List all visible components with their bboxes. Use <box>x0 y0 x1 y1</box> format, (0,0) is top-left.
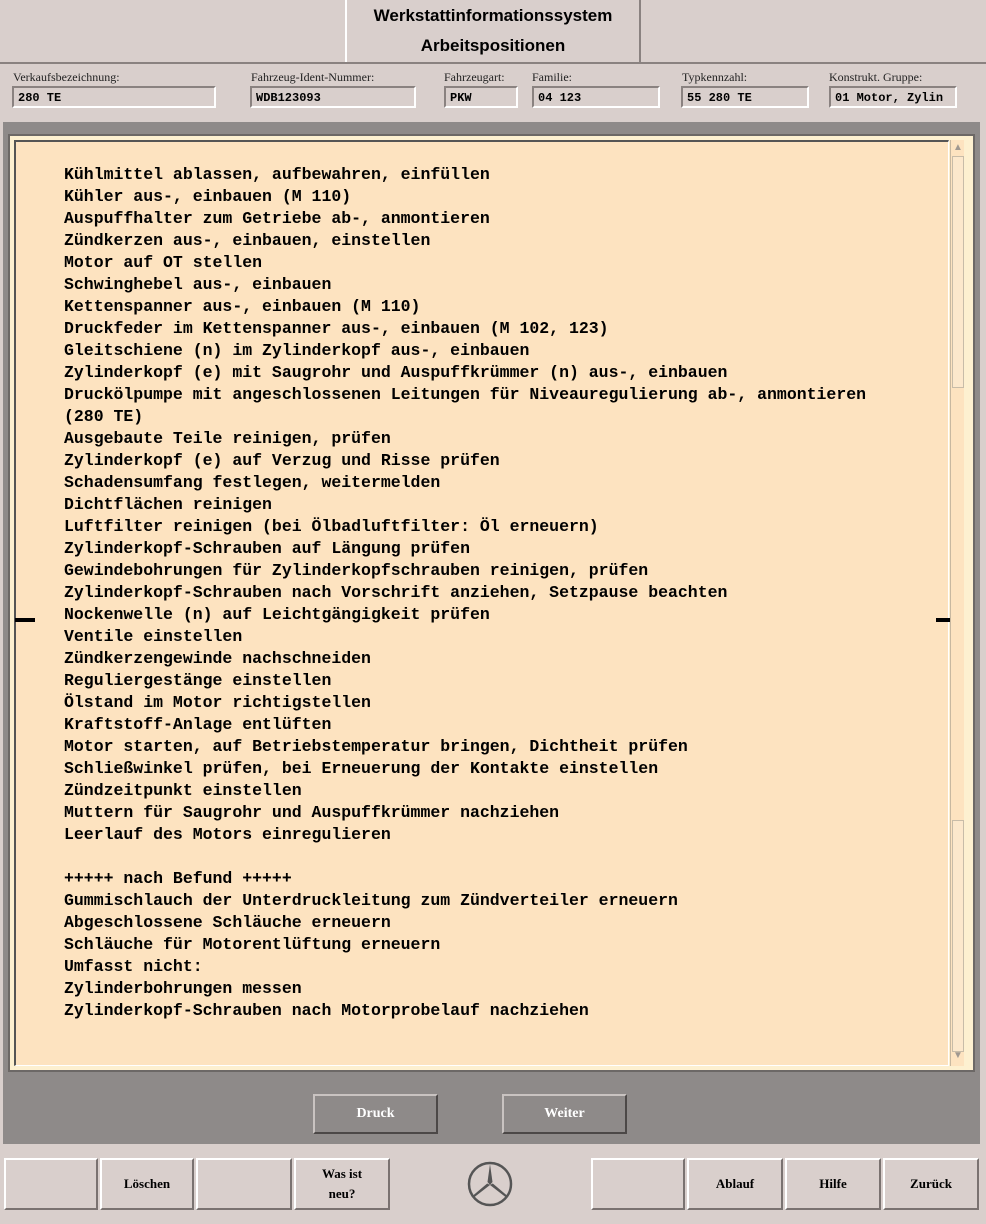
work-position-line: Motor auf OT stellen <box>64 253 263 272</box>
work-position-line: Zündzeitpunkt einstellen <box>64 781 302 800</box>
work-position-line: Schläuche für Motorentlüftung erneuern <box>64 935 441 954</box>
work-position-line: Zylinderkopf (e) mit Saugrohr und Auspuffkrümmer (n) aus-, einbauen <box>64 363 728 382</box>
delete-button[interactable]: Löschen <box>100 1158 194 1210</box>
work-position-line: Ausgebaute Teile reinigen, prüfen <box>64 429 391 448</box>
fahrzeugart-field: PKW <box>444 86 518 108</box>
work-position-line: Kühler aus-, einbauen (M 110) <box>64 187 352 206</box>
divider <box>0 62 986 64</box>
back-button[interactable]: Zurück <box>883 1158 979 1210</box>
work-position-line: Zylinderkopf (e) auf Verzug und Risse prüfen <box>64 451 500 470</box>
work-position-line: Zylinderkopf-Schrauben nach Vorschrift anziehen, Setzpause beachten <box>64 583 728 602</box>
work-position-line: Druckölpumpe mit angeschlossenen Leitungen für Niveauregulierung ab-, anmontieren <box>64 385 867 404</box>
gruppe-label: Konstrukt. Gruppe: <box>829 70 923 84</box>
work-position-line: Kühlmittel ablassen, aufbewahren, einfüllen <box>64 165 490 184</box>
work-position-line: Motor starten, auf Betriebstemperatur bringen, Dichtheit prüfen <box>64 737 688 756</box>
print-button[interactable]: Druck <box>313 1094 438 1134</box>
work-position-line: Reguliergestänge einstellen <box>64 671 332 690</box>
work-position-line: Zylinderkopf-Schrauben nach Motorprobelauf nachziehen <box>64 1001 589 1020</box>
work-position-line: Zylinderbohrungen messen <box>64 979 302 998</box>
work-position-line: Nockenwelle (n) auf Leichtgängigkeit prüfen <box>64 605 490 624</box>
work-position-line: Gleitschiene (n) im Zylinderkopf aus-, einbauen <box>64 341 530 360</box>
work-position-line: Schließwinkel prüfen, bei Erneuerung der Kontakte einstellen <box>64 759 659 778</box>
gruppe-field: 01 Motor, Zylin <box>829 86 957 108</box>
empty-button-1[interactable] <box>4 1158 98 1210</box>
scroll-down-icon[interactable]: ▼ <box>953 1050 963 1061</box>
fin-field: WDB123093 <box>250 86 416 108</box>
work-position-line: Ölstand im Motor richtigstellen <box>64 693 371 712</box>
verkaufsbezeichnung-label: Verkaufsbezeichnung: <box>13 70 120 84</box>
app-title: Werkstattinformationssystem <box>373 6 613 25</box>
fin-label: Fahrzeug-Ident-Nummer: <box>251 70 375 84</box>
work-position-line: Kraftstoff-Anlage entlüften <box>64 715 332 734</box>
whats-new-button[interactable] <box>294 1158 390 1210</box>
work-position-line: Zündkerzen aus-, einbauen, einstellen <box>64 231 431 250</box>
scroll-thumb[interactable] <box>952 156 964 388</box>
work-positions-text[interactable] <box>14 140 949 1066</box>
work-position-line: Druckfeder im Kettenspanner aus-, einbauen (M 102, 123) <box>64 319 609 338</box>
workflow-button[interactable]: Ablauf <box>687 1158 783 1210</box>
scroll-up-icon[interactable]: ▲ <box>953 142 963 153</box>
fahrzeugart-label: Fahrzeugart: <box>444 70 505 84</box>
work-position-line: Kettenspanner aus-, einbauen (M 110) <box>64 297 421 316</box>
work-position-line: Umfasst nicht: <box>64 957 203 976</box>
scroll-track-segment <box>952 820 964 1052</box>
work-position-line <box>64 846 866 868</box>
work-position-line: (280 TE) <box>64 407 144 426</box>
verkaufsbezeichnung-field: 280 TE <box>12 86 216 108</box>
right-marker <box>936 618 950 622</box>
typkennzahl-label: Typkennzahl: <box>682 70 748 84</box>
window-title <box>345 0 641 64</box>
work-position-line: Abgeschlossene Schläuche erneuern <box>64 913 391 932</box>
vertical-scrollbar[interactable] <box>950 140 964 1066</box>
work-position-line: Schwinghebel aus-, einbauen <box>64 275 332 294</box>
page-title: Arbeitspositionen <box>420 36 566 55</box>
work-position-line: Zündkerzengewinde nachschneiden <box>64 649 371 668</box>
left-marker <box>15 618 35 622</box>
help-button[interactable]: Hilfe <box>785 1158 881 1210</box>
work-position-line: Muttern für Saugrohr und Auspuffkrümmer nachziehen <box>64 803 560 822</box>
work-position-line: Zylinderkopf-Schrauben auf Längung prüfen <box>64 539 470 558</box>
work-position-line: Gummischlauch der Unterdruckleitung zum Zündverteiler erneuern <box>64 891 678 910</box>
empty-button-3[interactable] <box>591 1158 685 1210</box>
next-button[interactable]: Weiter <box>502 1094 627 1134</box>
work-position-line: Auspuffhalter zum Getriebe ab-, anmontieren <box>64 209 490 228</box>
work-position-line: Ventile einstellen <box>64 627 243 646</box>
typkennzahl-field: 55 280 TE <box>681 86 809 108</box>
whats-new-label-1: Was ist <box>321 1166 363 1181</box>
familie-label: Familie: <box>532 70 572 84</box>
familie-field: 04 123 <box>532 86 660 108</box>
work-position-line: Gewindebohrungen für Zylinderkopfschrauben reinigen, prüfen <box>64 561 649 580</box>
work-position-line: Dichtflächen reinigen <box>64 495 272 514</box>
work-positions-list <box>64 164 866 1022</box>
work-position-line: Leerlauf des Motors einregulieren <box>64 825 391 844</box>
work-position-line: +++++ nach Befund +++++ <box>64 869 292 888</box>
mercedes-star-icon <box>466 1160 514 1208</box>
empty-button-2[interactable] <box>196 1158 292 1210</box>
work-position-line: Luftfilter reinigen (bei Ölbadluftfilter: Öl erneuern) <box>64 517 599 536</box>
work-position-line: Schadensumfang festlegen, weitermelden <box>64 473 441 492</box>
whats-new-label-2: neu? <box>328 1186 356 1201</box>
